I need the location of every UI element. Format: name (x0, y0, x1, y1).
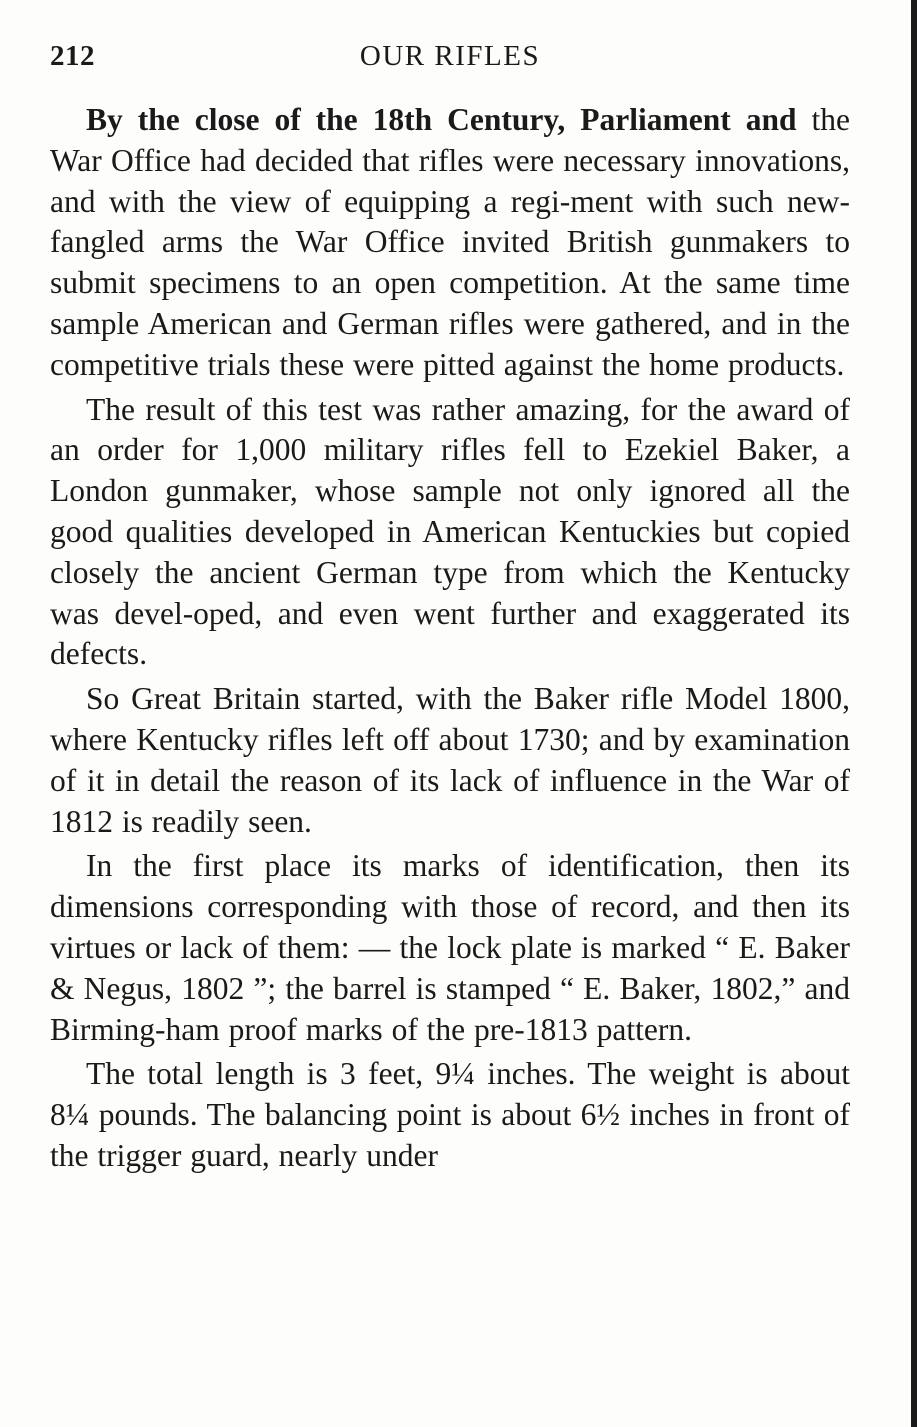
page-number: 212 (50, 40, 95, 72)
page-body (50, 100, 850, 1181)
paragraph-1-lead: By the close of the 18th Century, Parliament and (86, 102, 797, 137)
paragraph-1-text: the War Office had decided that rifles were necessary innovations, and with the view of equipping a regi-ment with such new-fangled arms the War Office invited British gunmakers to submit specimens to an open competition. At the same time sample American and German rifles were gathered, and in the competitive trials these were pitted against the home products. (50, 102, 850, 382)
page-header (50, 40, 850, 80)
running-head: OUR RIFLES (359, 40, 541, 72)
scan-edge (911, 0, 917, 1427)
paragraph-1 (50, 100, 850, 386)
paragraph-5: The total length is 3 feet, 9¼ inches. The weight is about 8¼ pounds. The balancing point is about 6½ inches in front of the trigger guard, nearly under (50, 1056, 850, 1173)
paragraph-4: In the first place its marks of identification, then its dimensions corresponding with those of record, and then its virtues or lack of them: — the lock plate is marked “ E. Baker & Negus, 1802 ”; the barrel is stamped “ E. Baker, 1802,” and Birming-ham proof marks of the pre-1813 pattern. (50, 848, 850, 1047)
paragraph-2: The result of this test was rather amazing, for the award of an order for 1,000 military rifles fell to Ezekiel Baker, a London gunmaker, whose sample not only ignored all the good qualities developed in American Kentuckies but copied closely the ancient German type from which the Kentucky was devel-oped, and even went further and exaggerated its defects. (50, 391, 850, 672)
paragraph-3: So Great Britain started, with the Baker rifle Model 1800, where Kentucky rifles left off about 1730; and by examination of it in detail the reason of its lack of influence in the War of 1812 is readily seen. (50, 681, 850, 839)
